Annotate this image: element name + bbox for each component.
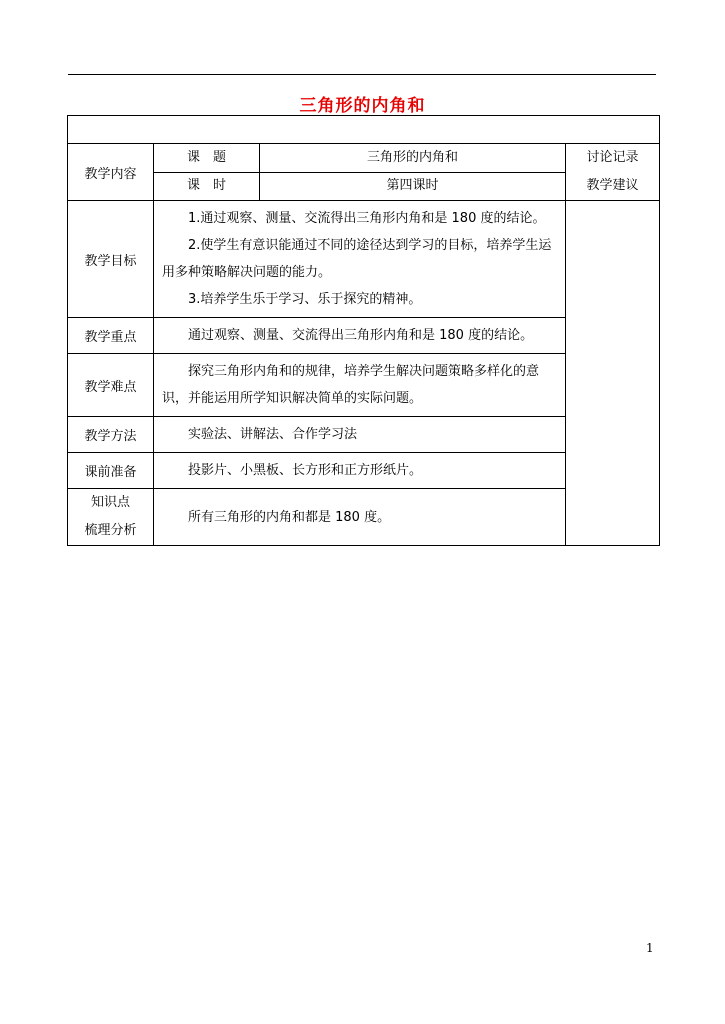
- table-blank-header-row: [68, 116, 660, 144]
- blank-header-cell: [68, 116, 660, 144]
- topic-value: 三角形的内角和: [260, 144, 566, 173]
- difficulties-label: 教学难点: [68, 354, 154, 417]
- knowledge-label-line1: 知识点: [90, 495, 130, 510]
- period-value: 第四课时: [260, 172, 566, 201]
- preparation-text: 投影片、小黑板、长方形和正方形纸片。: [154, 453, 566, 489]
- document-title: 三角形的内角和: [299, 96, 426, 116]
- objectives-label: 教学目标: [68, 201, 154, 318]
- key-points-label: 教学重点: [68, 318, 154, 354]
- notes-column-cell: [566, 201, 660, 546]
- page-number: 1: [646, 941, 654, 955]
- topic-label: 课 题: [154, 144, 260, 173]
- period-label: 课 时: [154, 172, 260, 201]
- objectives-row: [68, 201, 660, 318]
- knowledge-text: 所有三角形的内角和都是 180 度。: [154, 489, 566, 546]
- knowledge-label-line2: 梳理分析: [84, 523, 137, 538]
- objectives-content: [154, 201, 566, 318]
- header-rule: [68, 74, 656, 75]
- discussion-notes-header: [566, 144, 660, 201]
- teaching-suggestions-label: 教学建议: [586, 178, 639, 193]
- topic-row: [68, 144, 660, 173]
- lesson-plan-table: [67, 115, 660, 546]
- difficulties-text: 探究三角形内角和的规律，培养学生解决问题策略多样化的意识，并能运用所学知识解决简单的实际问题。: [154, 354, 566, 417]
- objective-item: 2.使学生有意识能通过不同的途径达到学习的目标，培养学生运用多种策略解决问题的能力。: [162, 238, 552, 280]
- objective-item: 1.通过观察、测量、交流得出三角形内角和是 180 度的结论。: [188, 211, 546, 226]
- content-label: 教学内容: [68, 144, 154, 201]
- knowledge-label: [68, 489, 154, 546]
- objective-item: 3.培养学生乐于学习、乐于探究的精神。: [188, 292, 422, 307]
- discussion-notes-label: 讨论记录: [586, 150, 639, 165]
- methods-text: 实验法、讲解法、合作学习法: [154, 417, 566, 453]
- preparation-label: 课前准备: [68, 453, 154, 489]
- methods-label: 教学方法: [68, 417, 154, 453]
- key-points-text: 通过观察、测量、交流得出三角形内角和是 180 度的结论。: [154, 318, 566, 354]
